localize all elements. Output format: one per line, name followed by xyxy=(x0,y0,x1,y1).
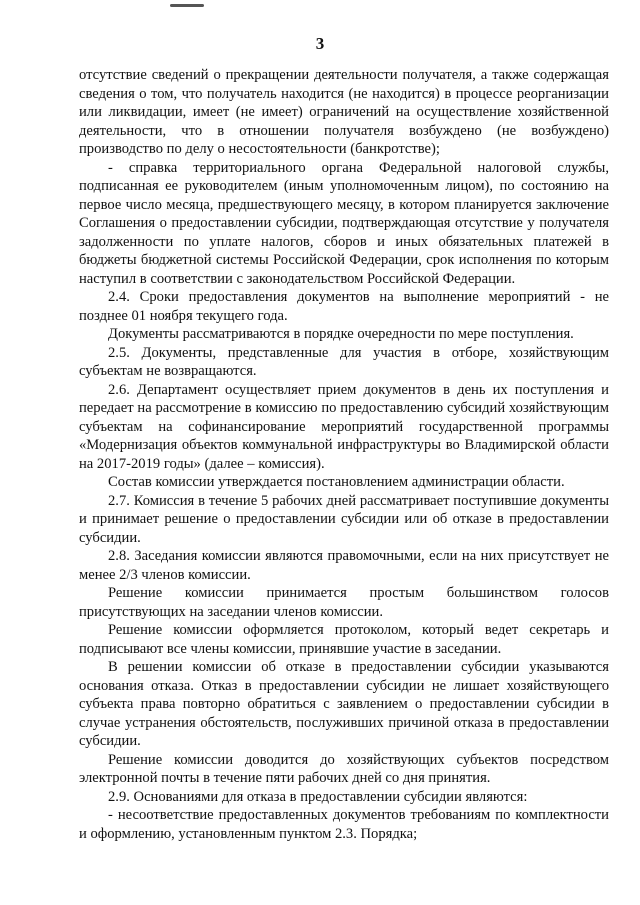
paragraph-1: отсутствие сведений о прекращении деятельности получателя, а также содержащая сведения о том, что получатель находится (не находится) в процессе реорганизации или ликвидации, имеет (не имеет) ограничений на осуществление хозяйственной деятельности, что в отношении получателя возбуждено (не возбуждено) производство по делу о несостоятельности (банкротстве); xyxy=(79,67,609,157)
paragraph-8: 2.7. Комиссия в течение 5 рабочих дней рассматривает поступившие документы и принимает решение о предоставлении субсидии или об отказе в предоставлении субсидии. xyxy=(79,492,609,546)
paragraph-7: Состав комиссии утверждается постановлением администрации области. xyxy=(108,474,565,490)
paragraph-3: 2.4. Сроки предоставления документов на выполнение мероприятий - не позднее 01 ноября текущего года. xyxy=(79,289,609,324)
paragraph-10: Решение комиссии принимается простым большинством голосов присутствующих на заседании членов комиссии. xyxy=(79,585,609,620)
paragraph-9: 2.8. Заседания комиссии являются правомочными, если на них присутствует не менее 2/3 членов комиссии. xyxy=(79,548,609,583)
paragraph-12: В решении комиссии об отказе в предоставлении субсидии указываются основания отказа. Отказ в предоставлении субсидии не лишает хозяйствующего субъекта права повторно обратиться с заявлением о предоставлении субсидии в случае устранения обстоятельств, послуживших причиной отказа в предоставлении субсидии. xyxy=(79,659,609,749)
page-number: 3 xyxy=(315,34,325,53)
paragraph-6: 2.6. Департамент осуществляет прием документов в день их поступления и передает на рассмотрение в комиссию по предоставлению субсидий хозяйствующим субъектам на софинансирование мероприятий государственной программы «Модернизация объектов коммунальной инфраструктуры во Владимирской области на 2017-2019 годы» (далее – комиссия). xyxy=(79,381,609,472)
paragraph-13: Решение комиссии доводится до хозяйствующих субъектов посредством электронной почты в течение пяти рабочих дней со дня принятия. xyxy=(79,751,609,786)
document-body xyxy=(79,66,609,843)
paragraph-5: 2.5. Документы, представленные для участия в отборе, хозяйствующим субъектам не возвращаются. xyxy=(79,344,609,379)
scan-mark xyxy=(170,4,204,7)
paragraph-14: 2.9. Основаниями для отказа в предоставлении субсидии являются: xyxy=(108,788,528,805)
paragraph-2: - справка территориального органа Федеральной налоговой службы, подписанная ее руководителем (иным уполномоченным лицом), по состоянию на первое число месяца, предшествующего месяцу, в котором планируется заключение Соглашения о предоставлении субсидии, подтверждающая отсутствие у получателя задолженности по уплате налогов, сборов и иных обязательных платежей в бюджеты бюджетной системы Российской Федерации, срок исполнения по которым наступил в соответствии с законодательством Российской Федерации. xyxy=(79,159,609,287)
paragraph-15: - несоответствие предоставленных документов требованиям по комплектности и оформлению, установленным пунктом 2.3. Порядка; xyxy=(79,807,609,842)
paragraph-4: Документы рассматриваются в порядке очередности по мере поступления. xyxy=(108,326,574,342)
paragraph-11: Решение комиссии оформляется протоколом, который ведет секретарь и подписывают все члены комиссии, принявшие участие в заседании. xyxy=(79,622,609,657)
